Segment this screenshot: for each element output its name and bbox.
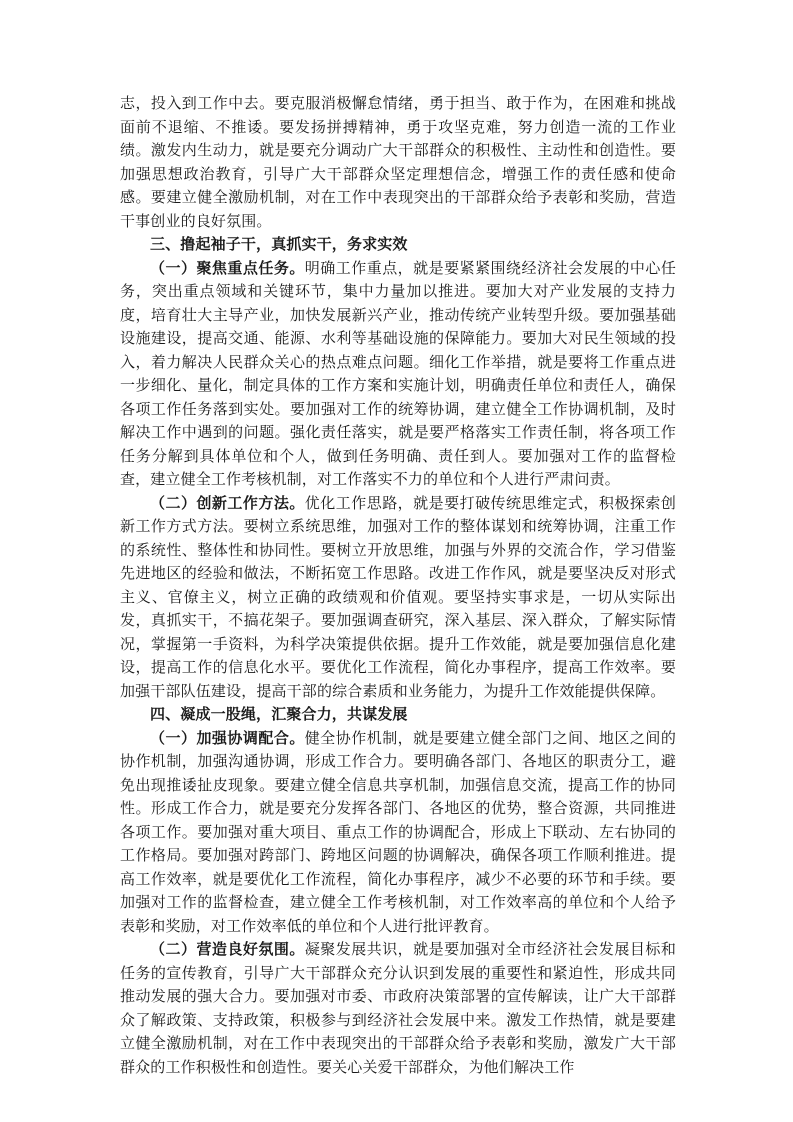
section-heading-3: 三、撸起袖子干，真抓实干，务求实效 xyxy=(150,235,408,253)
item-body: 优化工作思路，就是要打破传统思维定式，积极探索创新工作方式方法。要树立系统思维，加强对工作的整体谋划和统筹协调，注重工作的系统性、整体性和协同性。要树立开放思维，加强与外界的交流合作，学习借鉴先进地区的经验和做法，不断拓宽工作思路。改进工作作风，就是要坚决反对形式主义、官僚主义，树立正确的政绩观和价值观。要坚持实事求是，一切从实际出发，真抓实干，不搞花架子。要加强调查研究，深入基层、深入群众，了解实际情况，掌握第一手资料，为科学决策提供依据。提升工作效能，就是要加强信息化建设，提高工作的信息化水平。要优化工作流程，简化办事程序，提高工作效率。要加强干部队伍建设，提高干部的综合素质和业务能力，为提升工作效能提供保障。 xyxy=(120,493,676,700)
section-4-item-2 xyxy=(120,938,676,1079)
item-body: 健全协作机制，就是要建立健全部门之间、地区之间的协作机制，加强沟通协调，形成工作合力。要明确各部门、各地区的职责分工，避免出现推诿扯皮现象。要建立健全信息共享机制，加强信息交流，提高工作的协同性。形成工作合力，就是要充分发挥各部门、各地区的优势，整合资源，共同推进各项工作。要加强对重大项目、重点工作的协调配合，形成上下联动、左右协同的工作格局。要加强对跨部门、跨地区问题的协调解决，确保各项工作顺利推进。提高工作效率，就是要优化工作流程，简化办事程序，减少不必要的环节和手续。要加强对工作的监督检查，建立健全工作考核机制，对工作效率高的单位和个人给予表彰和奖励，对工作效率低的单位和个人进行批评教育。 xyxy=(120,728,676,935)
section-3-item-1 xyxy=(120,257,676,492)
item-title: （一）加强协调配合。 xyxy=(150,728,305,747)
item-title: （二）创新工作方法。 xyxy=(150,493,305,512)
section-heading-4: 四、凝成一股绳，汇聚合力，共谋发展 xyxy=(150,705,408,723)
document-page xyxy=(120,92,676,1079)
item-body: 凝聚发展共识，就是要加强对全市经济社会发展目标和任务的宣传教育，引导广大干部群众充分认识到发展的重要性和紧迫性，形成共同推动发展的强大合力。要加强对市委、市政府决策部署的宣传解读，让广大干部群众了解政策、支持政策，积极参与到经济社会发展中来。激发工作热情，就是要建立健全激励机制，对在工作中表现突出的干部群众给予表彰和奖励，激发广大干部群众的工作积极性和创造性。要关心关爱干部群众，为他们解决工作 xyxy=(120,940,676,1076)
section-4-item-1 xyxy=(120,727,676,939)
section-3-item-2 xyxy=(120,492,676,704)
item-title: （一）聚焦重点任务。 xyxy=(150,258,305,277)
item-body: 明确工作重点，就是要紧紧围绕经济社会发展的中心任务，突出重点领域和关键环节，集中力量加以推进。要加大对产业发展的支持力度，培育壮大主导产业，加快发展新兴产业，推动传统产业转型升级。要加强基础设施建设，提高交通、能源、水利等基础设施的保障能力。要加大对民生领域的投入，着力解决人民群众关心的热点难点问题。细化工作举措，就是要将工作重点进一步细化、量化，制定具体的工作方案和实施计划，明确责任单位和责任人，确保各项工作任务落到实处。要加强对工作的统筹协调，建立健全工作协调机制，及时解决工作中遇到的问题。强化责任落实，就是要严格落实工作责任制，将各项工作任务分解到具体单位和个人，做到任务明确、责任到人。要加强对工作的监督检查，建立健全工作考核机制，对工作落实不力的单位和个人进行严肃问责。 xyxy=(120,258,676,488)
intro-paragraph: 志，投入到工作中去。要克服消极懈怠情绪，勇于担当、敢于作为，在困难和挑战面前不退缩、不推诿。要发扬拼搏精神，勇于攻坚克难，努力创造一流的工作业绩。激发内生动力，就是要充分调动广大干部群众的积极性、主动性和创造性。要加强思想政治教育，引导广大干部群众坚定理想信念，增强工作的责任感和使命感。要建立健全激励机制，对在工作中表现突出的干部群众给予表彰和奖励，营造干事创业的良好氛围。 xyxy=(120,94,676,230)
item-title: （二）营造良好氛围。 xyxy=(150,940,305,958)
